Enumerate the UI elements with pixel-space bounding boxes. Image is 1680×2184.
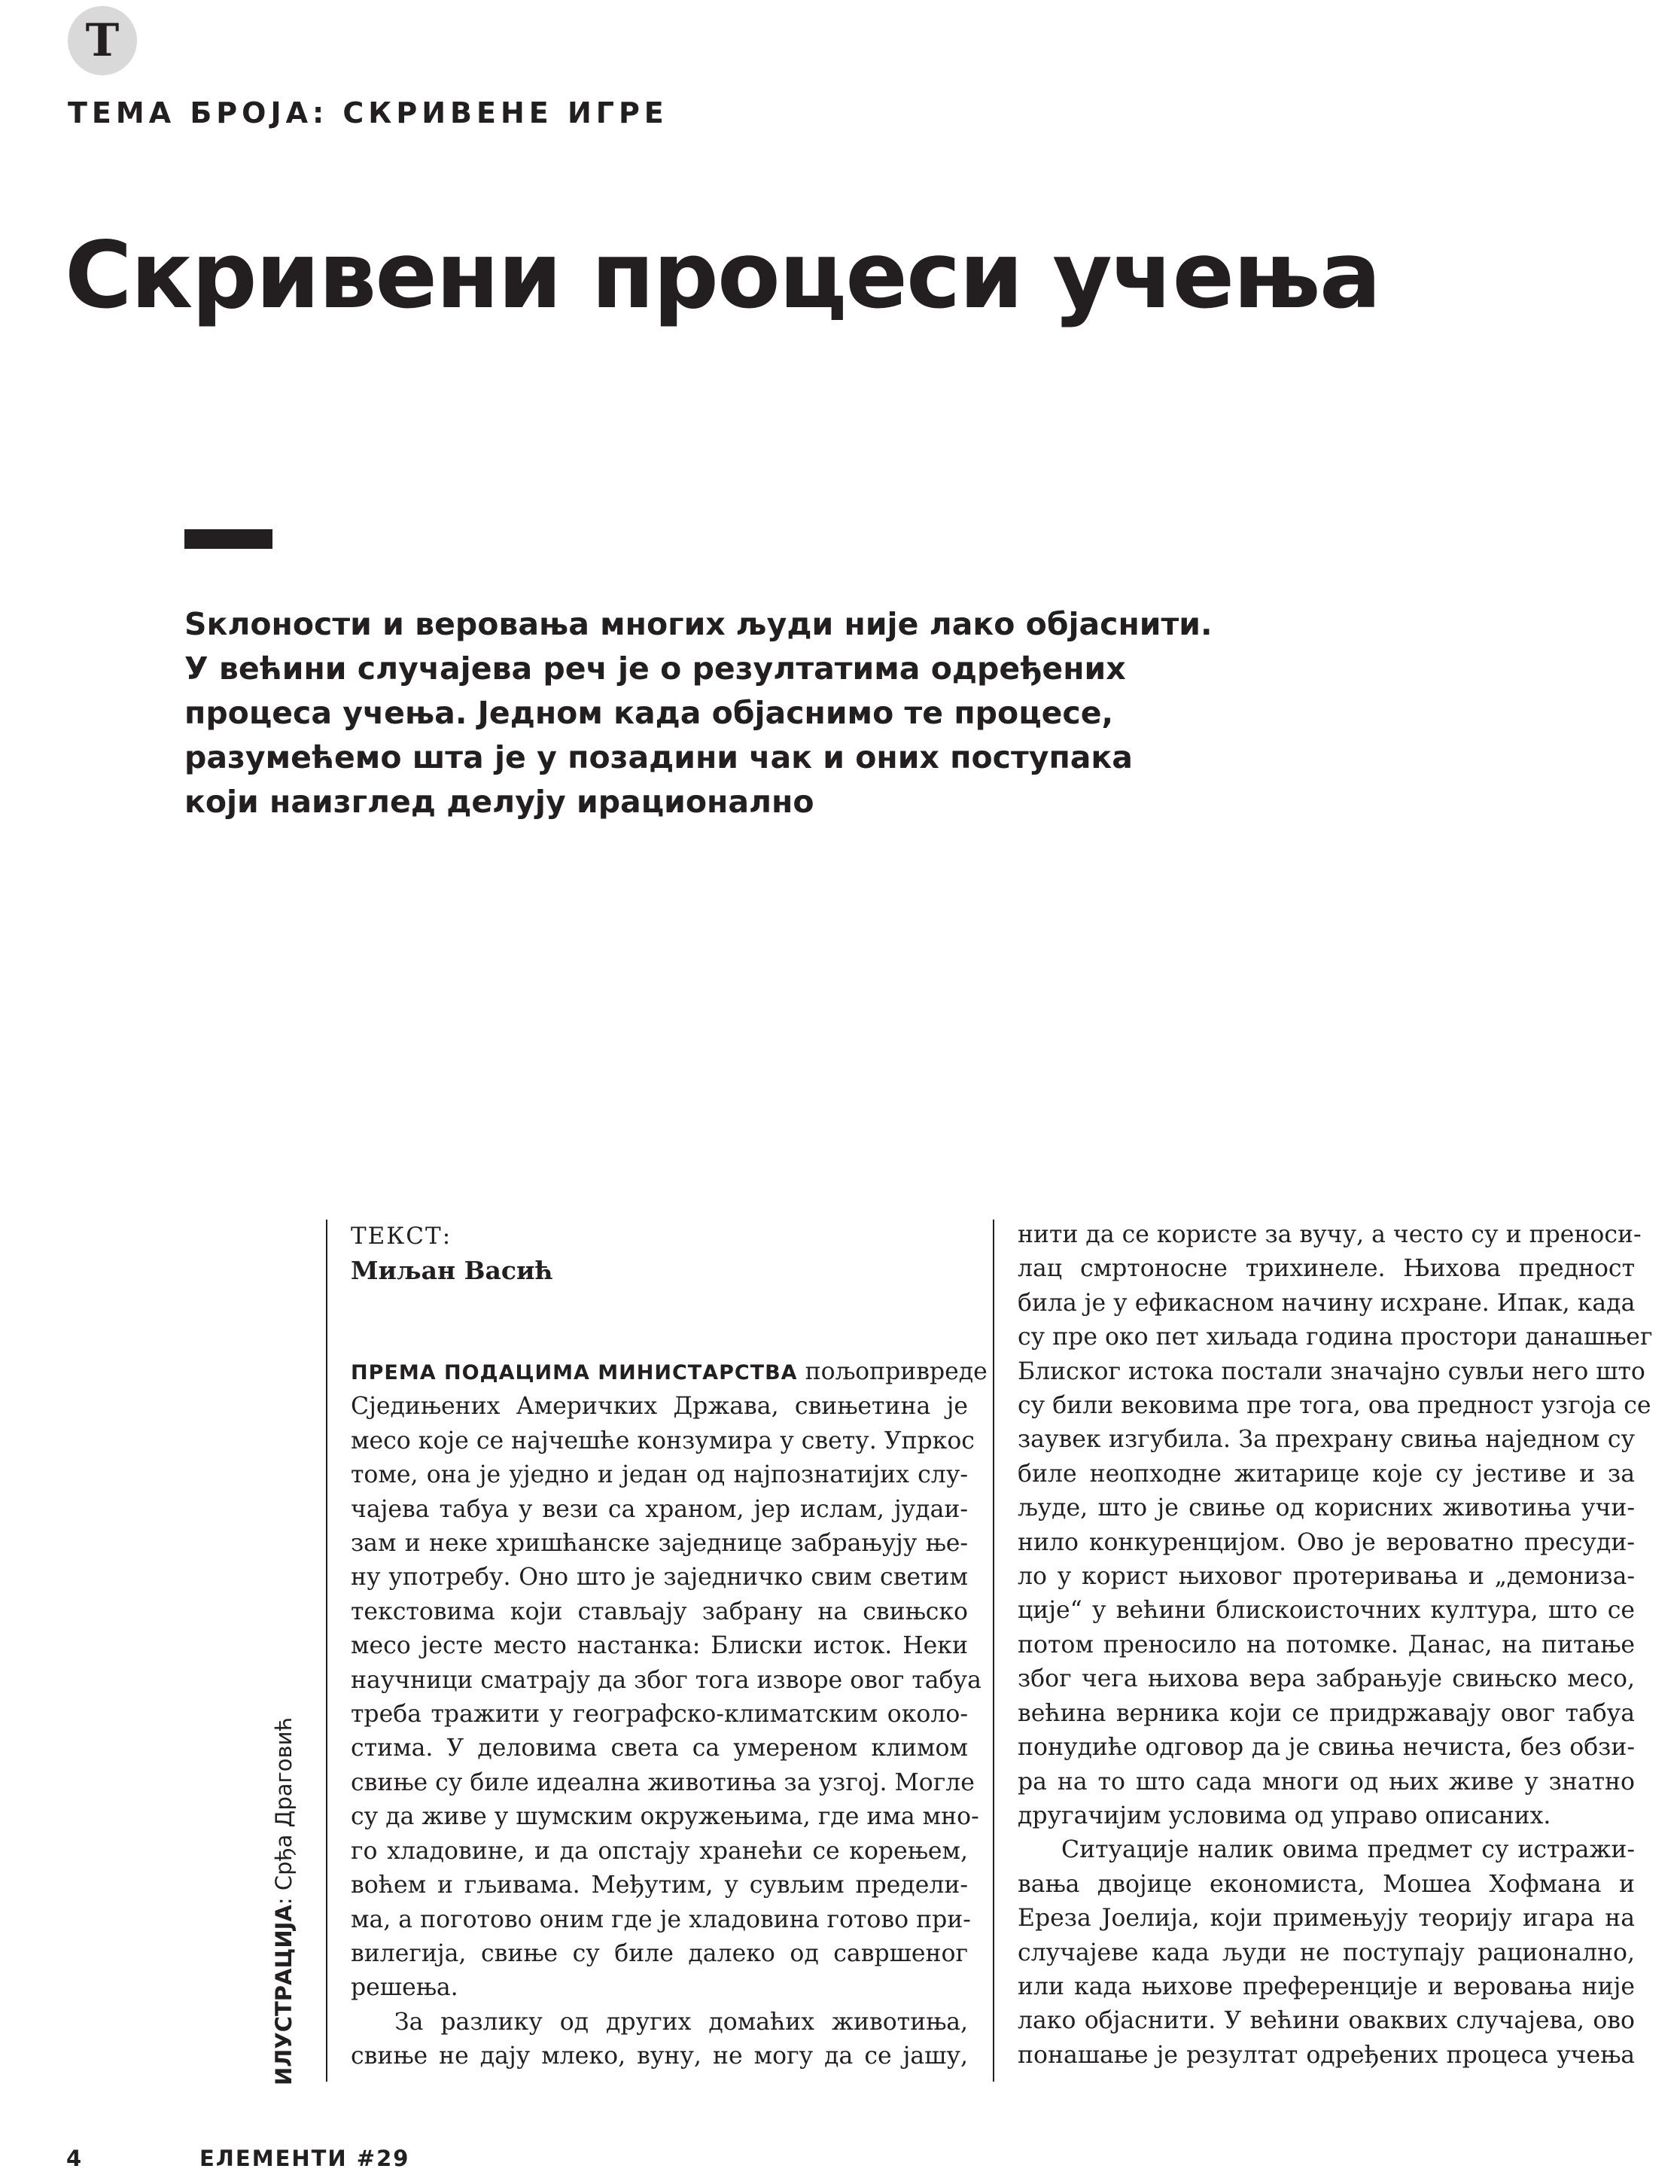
column-line: [351, 1355, 988, 1390]
column-line: месо јесте место настанка: Блиски исток. Неки: [351, 1632, 968, 1660]
column-line: стима. У деловима света са умереном климом: [351, 1735, 968, 1762]
column-line: ра на то што сада многи од њих живе у знатно: [1018, 1768, 1635, 1796]
column-line: текстовима који стављају забрану на свињско: [351, 1598, 968, 1625]
column-line: већина верника који се придржавају овог табуа: [1018, 1699, 1635, 1727]
column-line: нило конкуренцијом. Ово је вероватно пресуди-: [1018, 1528, 1635, 1556]
section-badge: [68, 6, 137, 75]
column-line: зам и неке хришћанске заједнице забрањују ње-: [351, 1530, 968, 1558]
column-line: су да живе у шумским окружењима, где има мно-: [351, 1803, 979, 1831]
column-line: Сједињених Америчких Држава, свињетина је: [351, 1393, 968, 1421]
column-line: нити да се користе за вучу, а често су и преноси-: [1018, 1221, 1642, 1248]
column-line: воћем и гљивама. Међутим, у сувљим предели-: [351, 1872, 968, 1899]
column-line: томе, она је уједно и један од најпознатијих слу-: [351, 1461, 968, 1489]
column-line: ло у корист њиховог протеривања и „демониза-: [1018, 1563, 1635, 1591]
column-line: треба тражити у географско-климатским около-: [351, 1701, 968, 1729]
illustration-credit-name: Срђа Драговић: [271, 1716, 297, 1891]
column-line: потом преносило на потомке. Данас, на питање: [1018, 1631, 1635, 1659]
article-headline: Скривени процеси учења: [65, 222, 1380, 329]
column-line: због чега њихова вера забрањује свињско месо,: [1018, 1665, 1635, 1693]
column-line: свиње су биле идеална животиња за узгој. Могле: [351, 1768, 975, 1796]
article-column-one: [351, 1355, 988, 2074]
column-line: Ситуације налик овима предмет су истражи-: [1061, 1836, 1635, 1864]
column-line: свиње не дају млеко, вуну, не могу да се јашу,: [351, 2042, 968, 2070]
column-line: решења.: [351, 1974, 458, 2002]
column-line: случајеве када људи не поступају рационално,: [1018, 1939, 1635, 1966]
article-column-two: [1018, 1218, 1653, 2073]
column-line: вилегија, свиње су биле далеко од савршеног: [351, 1939, 968, 1967]
column-line: ције“ у већини блискоисточних култура, што се: [1018, 1597, 1635, 1625]
column-line: била је у ефикасном начину исхране. Ипак, када: [1018, 1289, 1636, 1317]
page-number: 4: [66, 2146, 84, 2171]
article-lead: [184, 602, 1238, 824]
column-line: вања двојице економиста, Мошеа Хофмана и: [1018, 1870, 1635, 1898]
column-rule-left: [326, 1220, 327, 2082]
column-line: понашање је резултат одређених процеса учења: [1018, 2041, 1635, 2069]
column-line: заувек изгубила. За прехрану свиња наједном су: [1018, 1426, 1635, 1454]
column-line: научници сматрају да због тога изворе овог табуа: [351, 1666, 982, 1694]
column-line: понудиће одговор да је свиња нечиста, без обзи-: [1018, 1734, 1635, 1762]
lead-line: који наизглед делују ирационално: [184, 784, 814, 820]
lead-line: разумећемо шта је у позадини чак и оних поступака: [184, 739, 1133, 775]
byline-label: ТЕКСТ:: [351, 1223, 452, 1250]
byline-author: Миљан Васић: [351, 1256, 553, 1285]
column-line: другачијим условима од управо описаних.: [1018, 1802, 1551, 1829]
illustration-credit-separator: :: [271, 1890, 297, 1905]
lead-line: У већини случајева реч је о резултатима одређених: [184, 650, 1126, 687]
column-line: или када њихове преференције и веровања није: [1018, 1972, 1635, 2000]
column-line: За разлику од других домаћих животиња,: [394, 2008, 968, 2036]
column-line: го хладовине, и да опстају хранећи се корењем,: [351, 1837, 968, 1865]
column-line: Блиског истока постали значајно сувљи него што: [1018, 1357, 1645, 1385]
illustration-credit: [269, 1717, 299, 2085]
lead-line: Sклоности и веровања многих људи није лако објаснити.: [184, 606, 1213, 642]
column-line: људе, што је свиње од корисних животиња учи-: [1018, 1494, 1635, 1522]
column-line: лац смртоносне трихинеле. Њихова предност: [1018, 1255, 1635, 1283]
column-line: Ереза Јоелија, који примењују теорију игара на: [1018, 1905, 1635, 1933]
column-line: су пре око пет хиљада година простори данашњег: [1018, 1323, 1653, 1351]
illustration-credit-label: ИЛУСТРАЦИЈА: [271, 1905, 297, 2085]
column-line: ма, а поготово оним где је хладовина готово при-: [351, 1905, 971, 1933]
column-line: ну употребу. Оно што је заједничко свим светим: [351, 1564, 968, 1592]
column-line: лако објаснити. У већини оваквих случајева, ово: [1018, 2007, 1635, 2035]
column-line: су били вековима пре тога, ова предност узгоја се: [1018, 1392, 1651, 1420]
column-line: чајева табуа у вези са храном, јер ислам, јудаи-: [351, 1495, 968, 1523]
column-rule-middle: [993, 1220, 994, 2082]
magazine-issue: ЕЛЕМЕНТИ #29: [199, 2146, 410, 2171]
column-line: месо које се најчешће конзумира у свету. Упркос: [351, 1427, 975, 1454]
lead-line: процеса учења. Једном када објаснимо те процесе,: [184, 695, 1114, 731]
column-line: биле неопходне житарице које су јестиве и за: [1018, 1460, 1635, 1488]
paragraph-lead-in: ПРЕМА ПОДАЦИМА МИНИСТАРСТВА: [351, 1361, 798, 1384]
lead-dash-divider: [184, 529, 272, 549]
section-label: ТЕМА БРОЈА: СКРИВЕНЕ ИГРЕ: [68, 96, 668, 129]
section-badge-letter: Т: [85, 14, 120, 67]
column-line-text: пољопривреде: [797, 1358, 988, 1385]
